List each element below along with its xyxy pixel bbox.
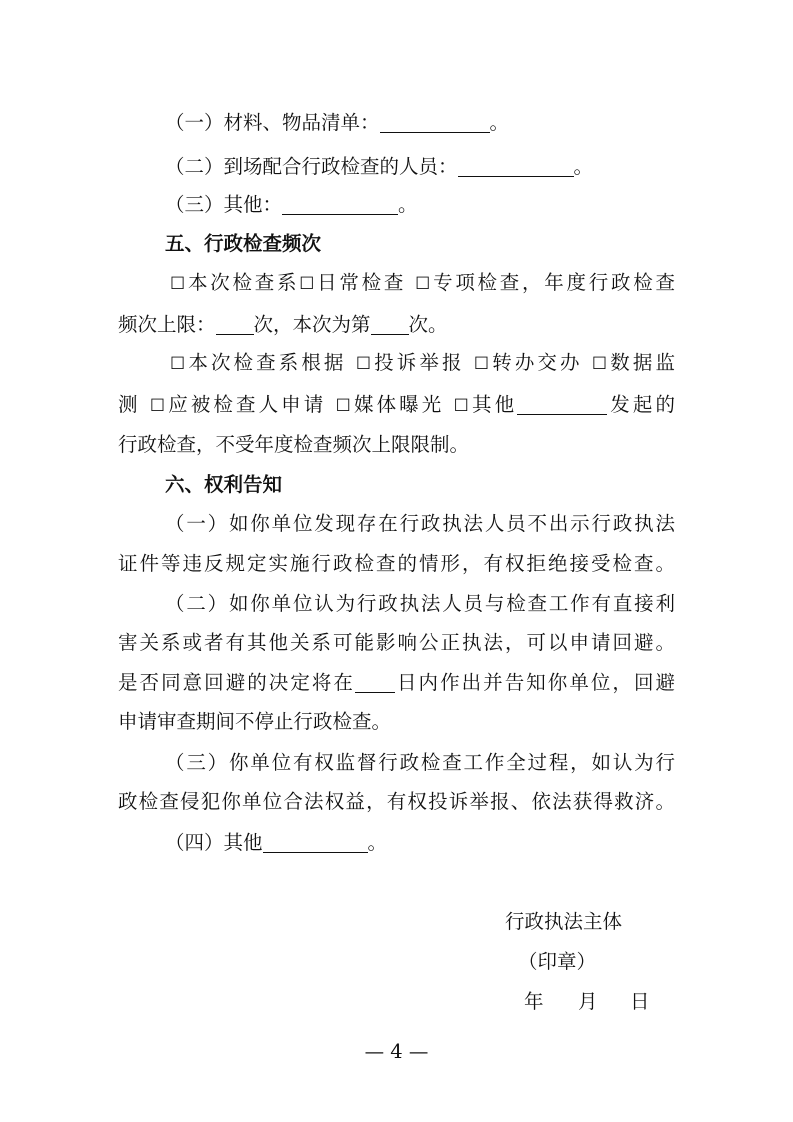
frequency-limit-line: 频次上限： 次，本次为第 次。 — [118, 313, 448, 336]
rights-p2-l2: 害关系或者有其他关系可能影响公正执法，可以申请回避。 — [118, 631, 675, 654]
date-day: 日 — [630, 990, 650, 1013]
seal-label: （印章） — [518, 950, 597, 973]
checkbox-icon[interactable]: ☐ — [335, 396, 351, 416]
blank-field[interactable] — [282, 192, 398, 215]
rights-p2-l3: 是否同意回避的决定将在 日内作出并告知你单位，回避 — [118, 671, 675, 694]
checkbox-icon[interactable]: ☐ — [473, 354, 490, 374]
materials-item-1: （一）材料、物品清单： 。 — [165, 111, 510, 134]
date-month: 月 — [578, 990, 598, 1013]
checkbox-icon[interactable]: ☐ — [591, 354, 608, 374]
date-year: 年 — [524, 990, 544, 1013]
blank-field[interactable] — [263, 830, 368, 853]
blank-field[interactable] — [371, 312, 409, 335]
checkbox-icon[interactable]: ☐ — [170, 274, 186, 294]
section-5-heading: 五、行政检查频次 — [165, 232, 322, 255]
checkbox-icon[interactable]: ☐ — [170, 354, 186, 374]
page-number: — 4 — — [364, 1040, 429, 1063]
materials-item-2-label: （二）到场配合行政检查的人员： — [165, 155, 458, 178]
checkbox-icon[interactable]: ☐ — [415, 274, 431, 294]
enforcement-entity: 行政执法主体 — [505, 910, 623, 933]
rights-p2-l4: 申请审查期间不停止行政检查。 — [118, 710, 392, 733]
rights-p4: （四）其他 。 — [165, 831, 388, 854]
rights-p1-l2: 证件等违反规定实施行政检查的情形，有权拒绝接受检查。 — [118, 552, 675, 575]
trigger-source-line: ☐本次检查系根据 ☐投诉举报 ☐转办交办 ☐数据监 — [170, 351, 675, 374]
trigger-source-line-2: 测 ☐应被检查人申请 ☐媒体曝光 ☐其他 发起的 — [118, 393, 675, 416]
blank-field[interactable] — [517, 392, 607, 415]
blank-field[interactable] — [458, 154, 574, 177]
materials-item-3-label: （三）其他： — [165, 193, 283, 216]
rights-p1-l1: （一）如你单位发现存在行政执法人员不出示行政执法 — [165, 512, 675, 535]
rights-p3-l1: （三）你单位有权监督行政检查工作全过程，如认为行 — [165, 751, 675, 774]
rights-p2-l1: （二）如你单位认为行政执法人员与检查工作有直接利 — [165, 592, 675, 615]
checkbox-icon[interactable]: ☐ — [453, 396, 469, 416]
blank-field[interactable] — [355, 670, 395, 693]
materials-item-3: （三）其他： 。 — [165, 193, 418, 216]
rights-p3-l2: 政检查侵犯你单位合法权益，有权投诉举报、依法获得救济。 — [118, 790, 675, 813]
blank-field[interactable] — [380, 110, 490, 133]
materials-item-1-label: （一）材料、物品清单： — [165, 111, 380, 134]
checkbox-icon[interactable]: ☐ — [299, 274, 315, 294]
checkbox-icon[interactable]: ☐ — [149, 396, 166, 416]
frequency-type-line: ☐本次检查系☐日常检查 ☐专项检查，年度行政检查 — [170, 271, 675, 294]
checkbox-icon[interactable]: ☐ — [355, 354, 372, 374]
materials-item-2: （二）到场配合行政检查的人员： 。 — [165, 155, 594, 178]
section-6-heading: 六、权利告知 — [165, 473, 283, 496]
blank-field[interactable] — [216, 312, 254, 335]
frequency-note: 行政检查，不受年度检查频次上限限制。 — [118, 433, 470, 456]
